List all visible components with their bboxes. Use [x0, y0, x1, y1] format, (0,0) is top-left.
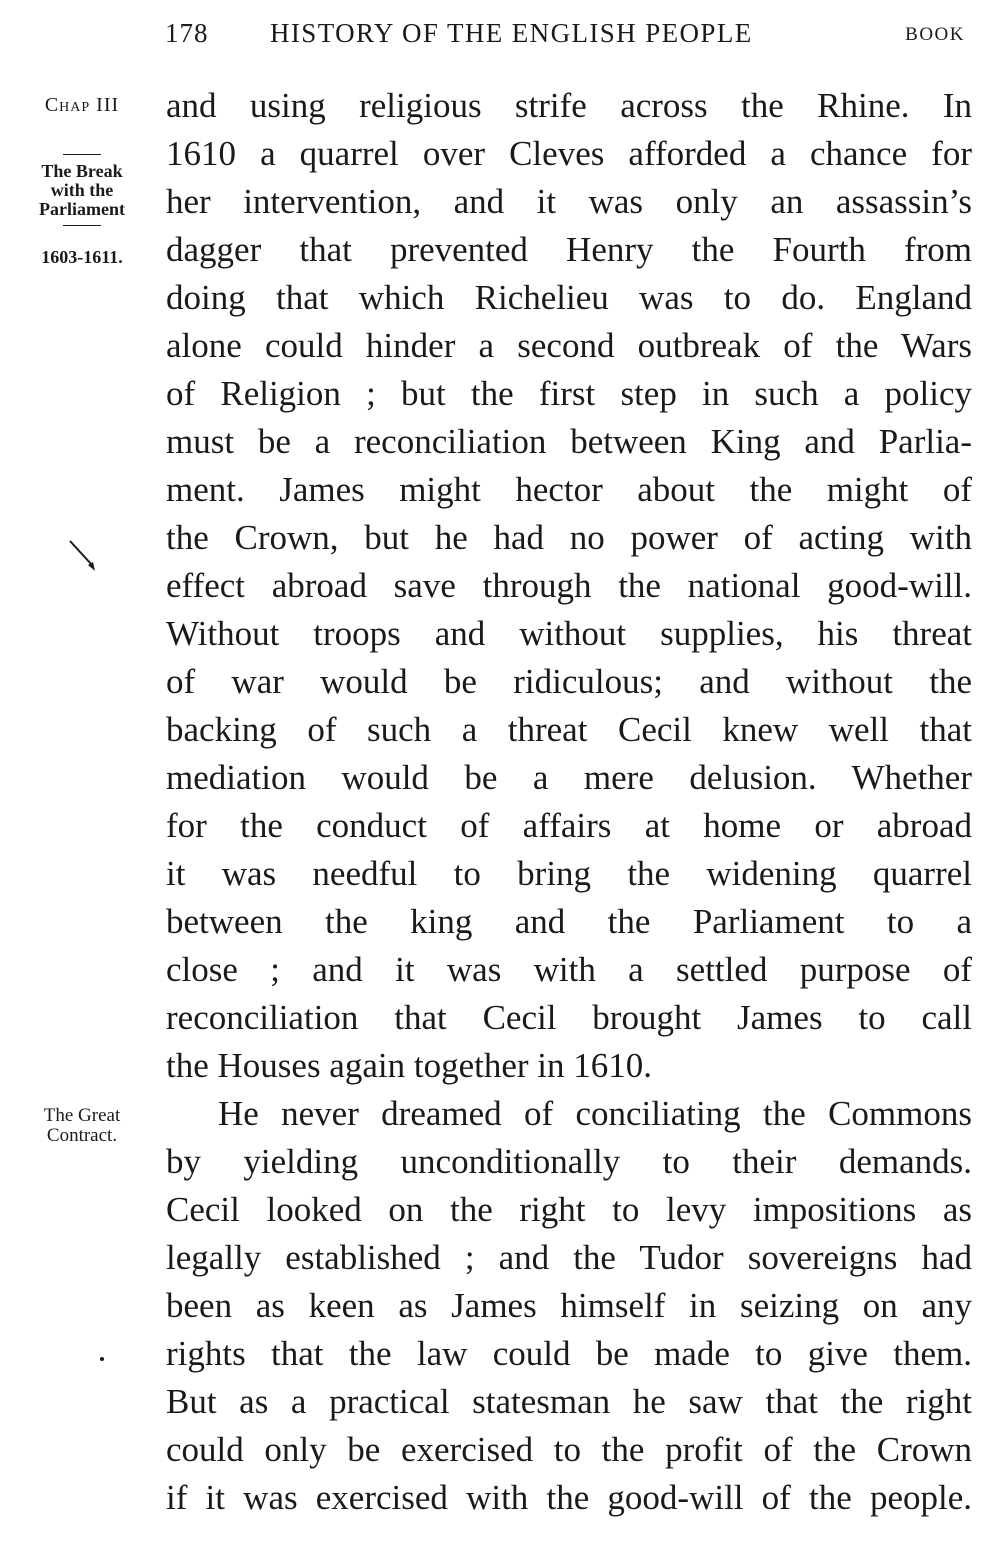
text-line: of Religion ; but the first step in such a policy [166, 374, 972, 413]
text-line: doing that which Richelieu was to do. England [166, 278, 972, 317]
margin-topic-line: Parliament [39, 199, 125, 219]
margin-topic-contract [12, 1106, 152, 1146]
margin-topic-line: with the [50, 180, 114, 200]
text-line: dagger that prevented Henry the Fourth from [166, 230, 972, 269]
margin-topic-line: Contract. [46, 1125, 118, 1146]
text-line: Cecil looked on the right to levy impositions as [166, 1190, 972, 1229]
book-label: BOOK [905, 24, 965, 45]
margin-rule [63, 225, 101, 226]
text-line: for the conduct of affairs at home or abroad [166, 806, 972, 845]
text-line: between the king and the Parliament to a [166, 902, 972, 941]
running-head [165, 14, 965, 50]
margin-topic-line: The Break [41, 161, 123, 181]
margin-rule [63, 154, 101, 155]
date-range: 1603-1611. [41, 247, 123, 267]
text-line: 1610 a quarrel over Cleves afforded a chance for [166, 134, 972, 173]
text-line: alone could hinder a second outbreak of the Wars [166, 326, 972, 365]
text-line: and using religious strife across the Rhine. In [166, 86, 972, 125]
text-line: it was needful to bring the widening quarrel [166, 854, 972, 893]
margin-topic-line: The Great [43, 1105, 121, 1126]
text-line: backing of such a threat Cecil knew well that [166, 710, 972, 749]
text-line: ment. James might hector about the might of [166, 470, 972, 509]
text-line: if it was exercised with the good-will of the people. [166, 1478, 972, 1517]
page-number: 178 [165, 18, 209, 48]
text-line: the Houses again together in 1610. [166, 1046, 653, 1085]
text-line: reconciliation that Cecil brought James to call [166, 998, 972, 1037]
text-line: legally established ; and the Tudor sovereigns had [166, 1238, 972, 1277]
margin-dates [12, 248, 152, 267]
paragraph-2 [166, 1090, 972, 1522]
text-line: by yielding unconditionally to their demands. [166, 1142, 972, 1181]
pencil-mark-icon [68, 537, 100, 577]
text-line: mediation would be a mere delusion. Whether [166, 758, 972, 797]
text-line: Without troops and without supplies, his threat [166, 614, 972, 653]
chapter-label: Chap III [44, 94, 120, 116]
body-text [166, 82, 972, 1522]
margin-topic-break [12, 148, 152, 233]
book-title: HISTORY OF THE ENGLISH PEOPLE [270, 18, 753, 48]
text-line: rights that the law could be made to give them. [166, 1334, 972, 1373]
paragraph-1 [166, 82, 972, 1090]
text-line: her intervention, and it was only an assassin’s [166, 182, 972, 221]
text-line: close ; and it was with a settled purpose of [166, 950, 972, 989]
text-line: effect abroad save through the national good-will. [166, 566, 972, 605]
margin-dot-mark [100, 1357, 104, 1361]
text-line: could only be exercised to the profit of the Crown [166, 1430, 972, 1469]
text-line: must be a reconciliation between King and Parlia- [166, 422, 972, 461]
text-line: But as a practical statesman he saw that the right [166, 1382, 972, 1421]
text-line: He never dreamed of conciliating the Commons [218, 1094, 972, 1133]
text-line: the Crown, but he had no power of acting with [166, 518, 972, 557]
text-line: been as keen as James himself in seizing on any [166, 1286, 972, 1325]
margin-chapter [12, 96, 152, 115]
text-line: of war would be ridiculous; and without the [166, 662, 972, 701]
